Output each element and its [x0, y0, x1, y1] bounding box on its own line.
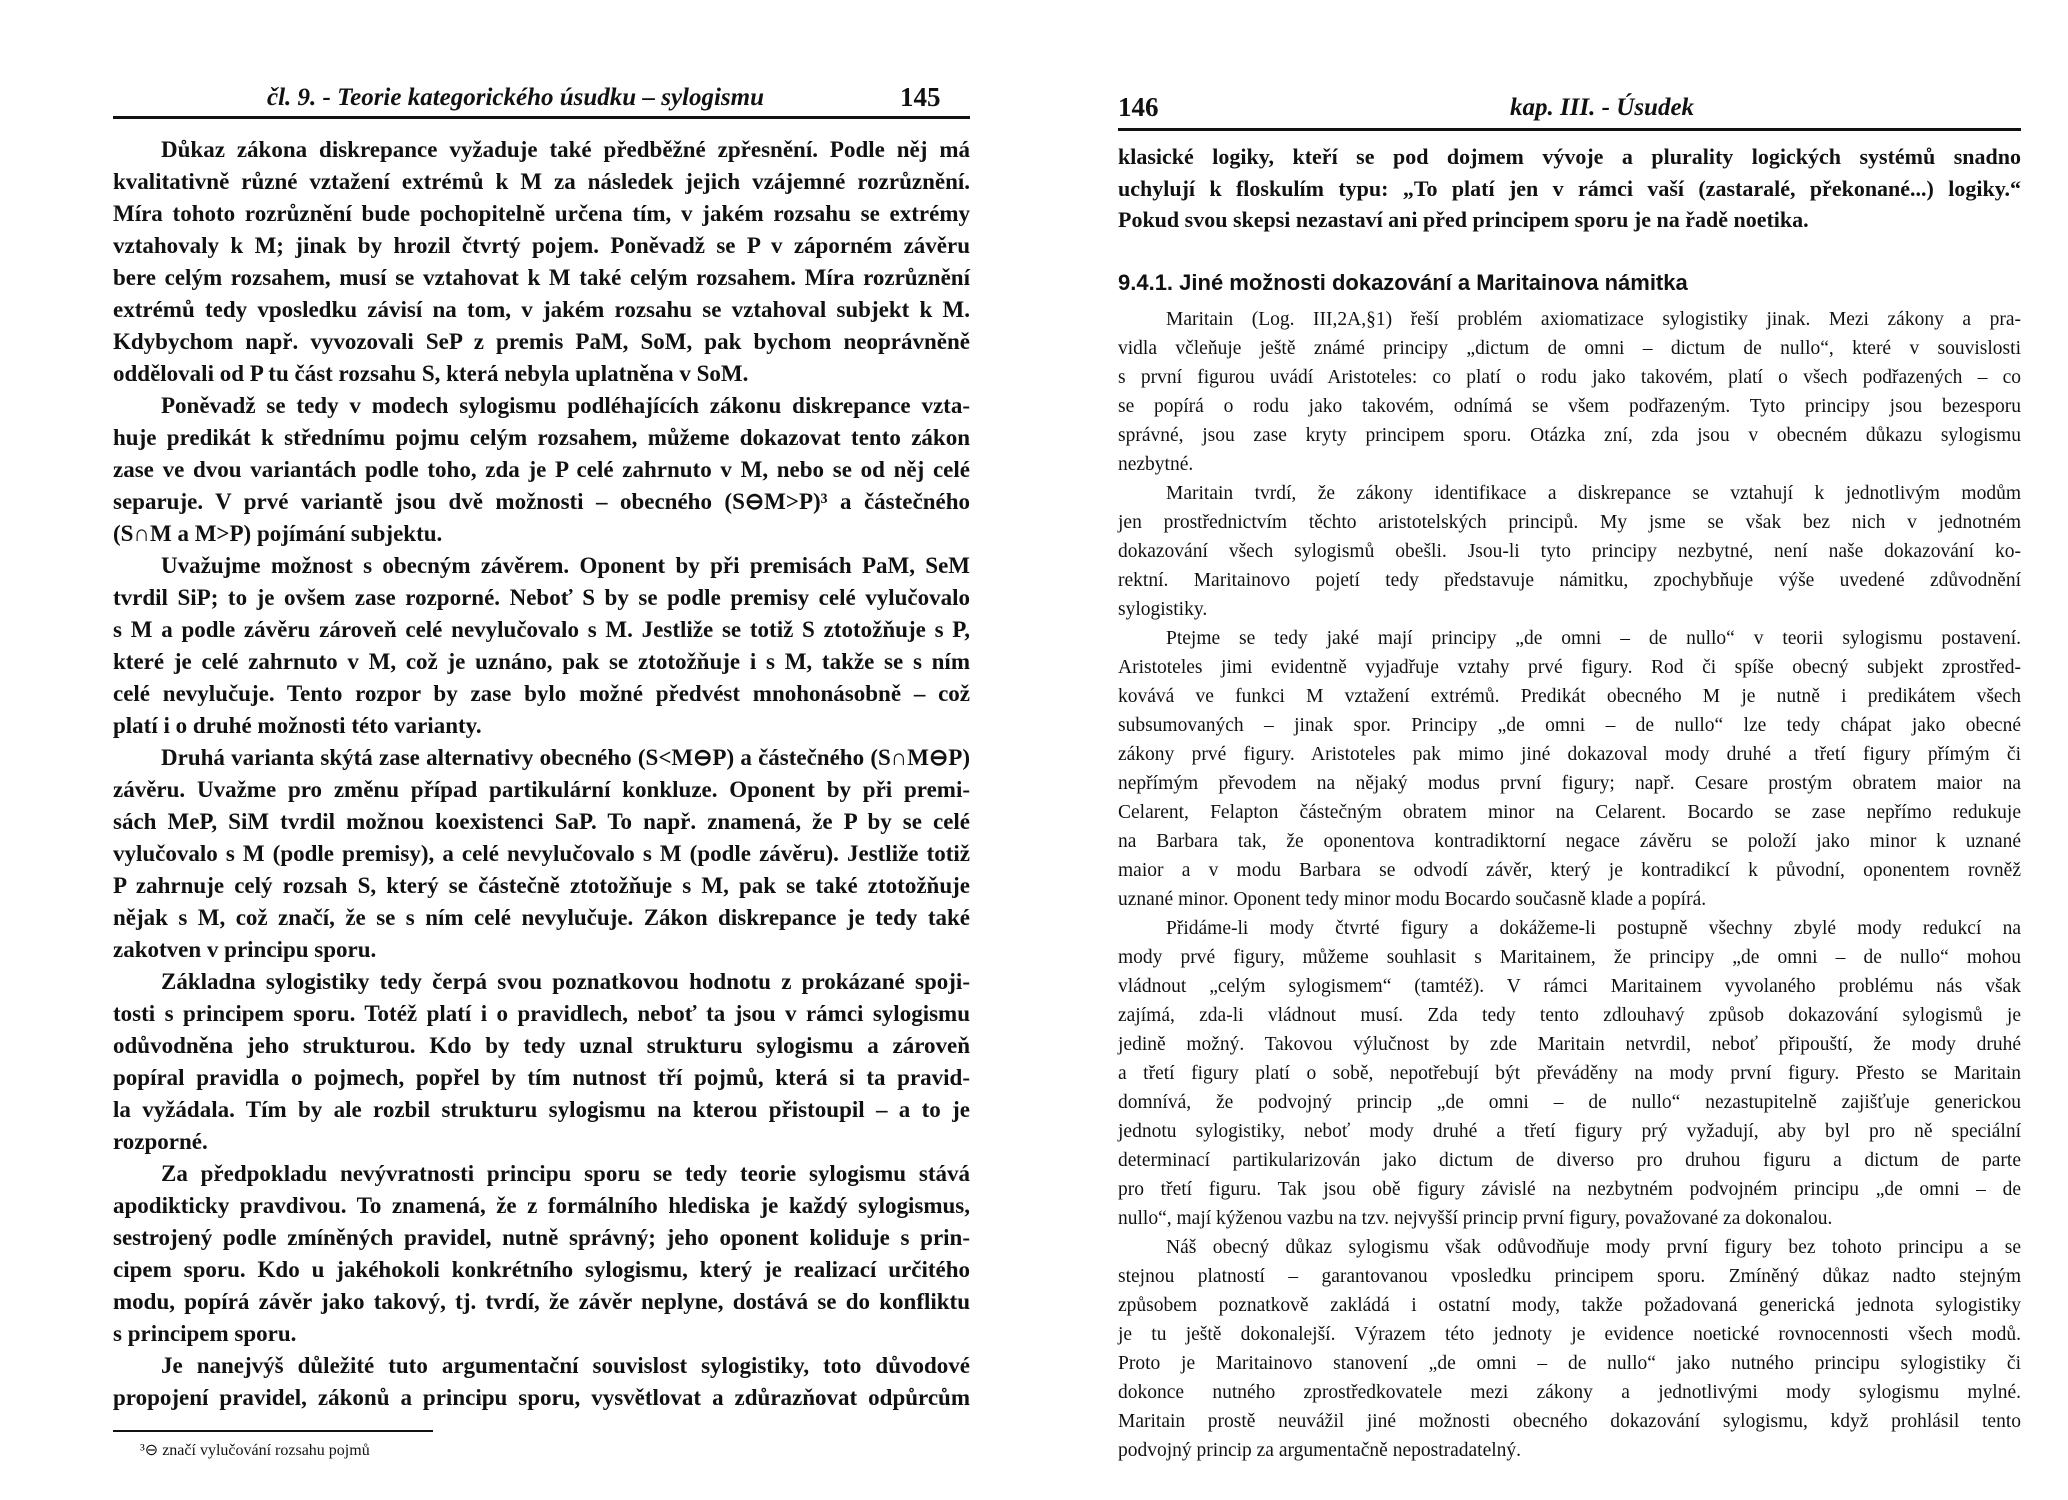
text-line: popíral pravidla o pojmech, popřel by tím nutnost tří pojmů, která si ta pravid-	[113, 1065, 970, 1090]
section-heading: 9.4.1. Jiné možnosti dokazování a Maritainova námitka	[1118, 270, 1688, 295]
paragraph	[1118, 1233, 2021, 1465]
text-line: Ptejme se tedy jaké mají principy „de omni – de nullo“ v teorii sylogismu postavení.	[1166, 628, 2021, 649]
text-line: Druhá varianta skýtá zase alternativy obecného (S<M⊖P) a částečného (S∩M⊖P)	[161, 745, 970, 770]
text-line: závěru. Uvažme pro změnu případ partikulární konkluze. Oponent by při premi-	[113, 777, 970, 802]
text-line: a třetí figury platí o sobě, nepotřebují být převáděny na mody první figury. Přesto se Maritain	[1118, 1063, 2021, 1084]
text-line: odůvodněna jeho strukturou. Kdo by tedy uznal strukturu sylogismu a zároveň	[113, 1033, 970, 1058]
paragraph	[113, 1350, 970, 1414]
text-line: stejnou platností – garantovanou vposledku principem sporu. Zmíněný důkaz nadto stejným	[1118, 1266, 2021, 1287]
text-line: na Barbara tak, že oponentova kontradiktorní negace závěru se položí jako minor k uznané	[1118, 831, 2021, 852]
text-line: cipem sporu. Kdo u jakéhokoli konkrétního sylogismu, který je realizací určitého	[113, 1257, 970, 1282]
text-line: nějak s M, což značí, že se s ním celé nevylučuje. Zákon diskrepance je tedy také	[113, 905, 970, 930]
text-line: kovává ve funkci M vztažení extrémů. Predikát obecného M je nutně i predikátem všech	[1118, 686, 2021, 707]
text-line: zákony prvé figury. Aristoteles pak mimo jiné dokazoval mody druhé a třetí figury přímým či	[1118, 744, 2021, 765]
text-line: Maritain (Log. III,2A,§1) řeší problém axiomatizace sylogistiky jinak. Mezi zákony a pra-	[1166, 309, 2021, 330]
text-line: Uvažujme možnost s obecným závěrem. Oponent by při premisách PaM, SeM	[161, 553, 970, 578]
text-line: platí i o druhé možnosti této varianty.	[113, 713, 482, 738]
text-line: rektní. Maritainovo pojetí tedy představuje námitku, zpochybňuje výše uvedené zdůvodnění	[1118, 570, 2021, 591]
text-line: Důkaz zákona diskrepance vyžaduje také předběžné zpřesnění. Podle něj má	[161, 137, 970, 162]
text-line: nepřímým převodem na nějaký modus první figury; např. Cesare prostým obratem maior na	[1118, 773, 2021, 794]
left-page-body	[113, 134, 970, 1414]
text-line: Celarent, Felapton částečným obratem minor na Celarent. Bocardo se zase nepřímo redukuje	[1118, 802, 2021, 823]
text-line: jen prostřednictvím těchto aristotelských principů. My jsme se však bez nich v jednotném	[1118, 512, 2021, 533]
paragraph	[1118, 479, 2021, 624]
text-line: se popírá o rodu jako takovém, odnímá se všem podřazeným. Tyto principy jsou bezesporu	[1118, 396, 2021, 417]
text-line: Proto je Maritainovo stanovení „de omni – de nullo“ jako nutného principu sylogistiky či	[1118, 1353, 2021, 1374]
text-line: tosti s principem sporu. Totéž platí i o pravidlech, neboť ta jsou v rámci sylogismu	[113, 1001, 970, 1026]
text-line: způsobem poznatkově zakládá i ostatní mody, takže požadovaná generická jednota sylogistiky	[1118, 1295, 2021, 1316]
text-line: pro třetí figuru. Tak jsou obě figury závislé na nezbytném podvojném principu „de omni – de	[1118, 1179, 2021, 1200]
text-line: Míra tohoto rozrůznění bude pochopitelně určena tím, v jakém rozsahu se extrémy	[113, 201, 970, 226]
text-line: správné, jsou zase kryty principem sporu. Otázka zní, zda jsou v obecném důkazu sylogismu	[1118, 425, 2021, 446]
text-line: zajímá, zda-li vládnout musí. Zda tedy tento zdlouhavý způsob dokazování sylogismů je	[1118, 1005, 2021, 1026]
page-number: 145	[900, 82, 941, 112]
text-line: Náš obecný důkaz sylogismu však odůvodňuje mody první figury bez tohoto principu a se	[1166, 1237, 2021, 1258]
text-line: Maritain prostě neuvážil jiné možnosti obecného dokazování sylogismu, když prohlásil tento	[1118, 1411, 2021, 1432]
text-line: Je nanejvýš důležité tuto argumentační souvislost sylogistiky, toto důvodové	[161, 1353, 970, 1378]
text-line: Za předpokladu nevývratnosti principu sporu se tedy teorie sylogismu stává	[161, 1161, 970, 1186]
paragraph	[1118, 305, 2021, 479]
text-line: s první figurou uvádí Aristoteles: co platí o rodu jako takovém, platí o všech podřazených – co	[1118, 367, 2021, 388]
text-line: Přidáme-li mody čtvrté figury a dokážeme-li postupně všechny zbylé mody redukcí na	[1166, 918, 2021, 939]
header-rule	[1118, 128, 2021, 131]
text-line: domnívá, že podvojný princip „de omni – de nullo“ nezastupitelně zajišťuje generickou	[1118, 1092, 2021, 1113]
text-line: maior a v modu Barbara se odvodí závěr, který je kontradikcí k původní, oponentem rovněž	[1118, 860, 2021, 881]
text-line: uchylují k floskulím typu: „To platí jen v rámci vaší (zastaralé, překonané...) logiky.“	[1118, 175, 2021, 201]
text-line: huje predikát k střednímu pojmu celým rozsahem, můžeme dokazovat tento zákon	[113, 425, 970, 450]
text-line: s M a podle závěru zároveň celé nevylučovalo s M. Jestliže se totiž S ztotožňuje s P,	[113, 617, 970, 642]
text-line: propojení pravidel, zákonů a principu sporu, vysvětlovat a zdůrazňovat odpůrcům	[113, 1385, 970, 1410]
text-line: la vyžádala. Tím by ale rozbil strukturu sylogismu na kterou přistoupil – a to je	[113, 1097, 970, 1122]
paragraph	[113, 1158, 970, 1350]
footnote-rule	[113, 1430, 433, 1432]
text-line: zakotven v principu sporu.	[113, 937, 377, 962]
text-line: modu, popírá závěr jako takový, tj. tvrdí, že závěr neplyne, dostává se do konfliktu	[113, 1289, 970, 1314]
text-line: subsumovaných – jinak spor. Principy „de omni – de nullo“ lze tedy chápat jako obecné	[1118, 715, 2021, 736]
text-line: mody prvé figury, můžeme souhlasit s Maritainem, že principy „de omni – de nullo“ mohou	[1118, 947, 2021, 968]
text-line: apodikticky pravdivou. To znamená, že z formálního hlediska je každý sylogismus,	[113, 1193, 970, 1218]
running-header-title: kap. III. - Úsudek	[1510, 94, 1695, 121]
footnote: ³⊖ značí vylučování rozsahu pojmů	[140, 1442, 370, 1459]
text-line: oddělovali od P tu část rozsahu S, která nebyla uplatněna v SoM.	[113, 361, 749, 386]
text-line: celé nevylučuje. Tento rozpor by zase bylo možné předvést mnohonásobně – což	[113, 681, 970, 706]
text-line: extrémů tedy vposledku závisí na tom, v jakém rozsahu se vztahoval subjekt k M.	[113, 297, 970, 322]
text-line: klasické logiky, kteří se pod dojmem vývoje a plurality logických systémů snadno	[1118, 144, 2021, 169]
text-line: vidla včleňuje ještě známé principy „dictum de omni – dictum de nullo“, které v souvislosti	[1118, 338, 2021, 359]
text-line: jedině možný. Takovou výlučnost by zde Maritain netvrdil, neboť připouští, že mody druhé	[1118, 1034, 2021, 1055]
text-line: je tu ještě dokonalejší. Výrazem této jednoty je evidence noetické rovnocennosti všech modů.	[1118, 1324, 2021, 1345]
text-line: separuje. V prvé variantě jsou dvě možnosti – obecného (S⊖M>P)³ a částečného	[113, 489, 970, 514]
text-line: P zahrnuje celý rozsah S, který se částečně ztotožňuje s M, pak se také ztotožňuje	[113, 873, 970, 898]
text-line: sylogistiky.	[1118, 599, 1208, 620]
paragraph	[113, 966, 970, 1158]
header-rule	[113, 116, 970, 119]
text-line: rozporné.	[113, 1129, 208, 1154]
running-header-title: čl. 9. - Teorie kategorického úsudku – sylogismu	[267, 84, 765, 111]
right-page-body	[1118, 305, 2021, 1465]
text-line: dokonce nutného zprostředkovatele mezi zákony a jednotlivými mody sylogismu mylné.	[1118, 1382, 2021, 1403]
text-line: uznané minor. Oponent tedy minor modu Bocardo současně klade a popírá.	[1118, 889, 1707, 910]
text-line: (S∩M a M>P) pojímání subjektu.	[113, 521, 443, 546]
text-line: bere celým rozsahem, musí se vztahovat k M také celým rozsahem. Míra rozrůznění	[113, 265, 970, 290]
text-line: tvrdil SiP; to je ovšem zase rozporné. Neboť S by se podle premisy celé vylučovalo	[113, 585, 970, 610]
text-line: Maritain tvrdí, že zákony identifikace a diskrepance se vztahují k jednotlivým modům	[1166, 483, 2021, 504]
text-line: dokazování všech sylogismů obešli. Jsou-li tyto principy nezbytné, není naše dokazování ko-	[1118, 541, 2021, 562]
paragraph	[113, 134, 970, 390]
paragraph	[113, 550, 970, 742]
text-line: nezbytné.	[1118, 454, 1194, 475]
text-line: nullo“, mají kýženou vazbu na tzv. nejvyšší princip první figury, považované za dokonalou.	[1118, 1208, 1833, 1229]
text-line: s principem sporu.	[113, 1321, 297, 1346]
text-line: determinací partikularizován jako dictum de diverso pro druhou figuru a dictum de parte	[1118, 1150, 2021, 1171]
text-line: Aristoteles jimi evidentně vyjadřuje vztahy prvé figury. Rod či spíše obecný subjekt zprostřed-	[1118, 657, 2021, 678]
text-line: vztahovaly k M; jinak by hrozil čtvrtý pojem. Poněvadž se P v záporném závěru	[113, 233, 970, 258]
paragraph	[1118, 141, 2021, 236]
right-page-intro	[1118, 141, 2021, 236]
page-number: 146	[1118, 92, 1159, 122]
text-line: kvalitativně různé vztažení extrémů k M za následek jejich vzájemné rozrůznění.	[113, 169, 970, 194]
text-line: jednotu sylogistiky, neboť mody druhé a třetí figury prý vyžadují, aby byl pro ně speciální	[1118, 1121, 2021, 1142]
text-line: sestrojený podle zmíněných pravidel, nutně správný; jeho oponent koliduje s prin-	[113, 1225, 970, 1250]
text-line: sách MeP, SiM tvrdil možnou koexistenci SaP. To např. znamená, že P by se celé	[113, 809, 970, 834]
paragraph	[1118, 624, 2021, 914]
text-line: vylučovalo s M (podle premisy), a celé nevylučovalo s M (podle závěru). Jestliže totiž	[113, 841, 970, 866]
text-line: Pokud svou skepsi nezastaví ani před principem sporu je na řadě noetika.	[1118, 207, 1809, 232]
paragraph	[113, 742, 970, 966]
text-line: Kdybychom např. vyvozovali SeP z premis PaM, SoM, pak bychom neoprávněně	[113, 329, 970, 354]
paragraph	[1118, 914, 2021, 1233]
text-line: které je celé zahrnuto v M, což je uznáno, pak se ztotožňuje i s M, takže se s ním	[113, 649, 970, 674]
text-line: vládnout „celým sylogismem“ (tamtéž). V rámci Maritainem vyvolaného problému nás však	[1118, 976, 2021, 997]
text-line: podvojný princip za argumentačně nepostradatelný.	[1118, 1440, 1522, 1461]
paragraph	[113, 390, 970, 550]
text-line: zase ve dvou variantách podle toho, zda je P celé zahrnuto v M, nebo se od něj celé	[113, 457, 970, 482]
text-line: Poněvadž se tedy v modech sylogismu podléhajících zákonu diskrepance vzta-	[161, 393, 970, 418]
text-line: Základna sylogistiky tedy čerpá svou poznatkovou hodnotu z prokázané spoji-	[161, 969, 970, 994]
